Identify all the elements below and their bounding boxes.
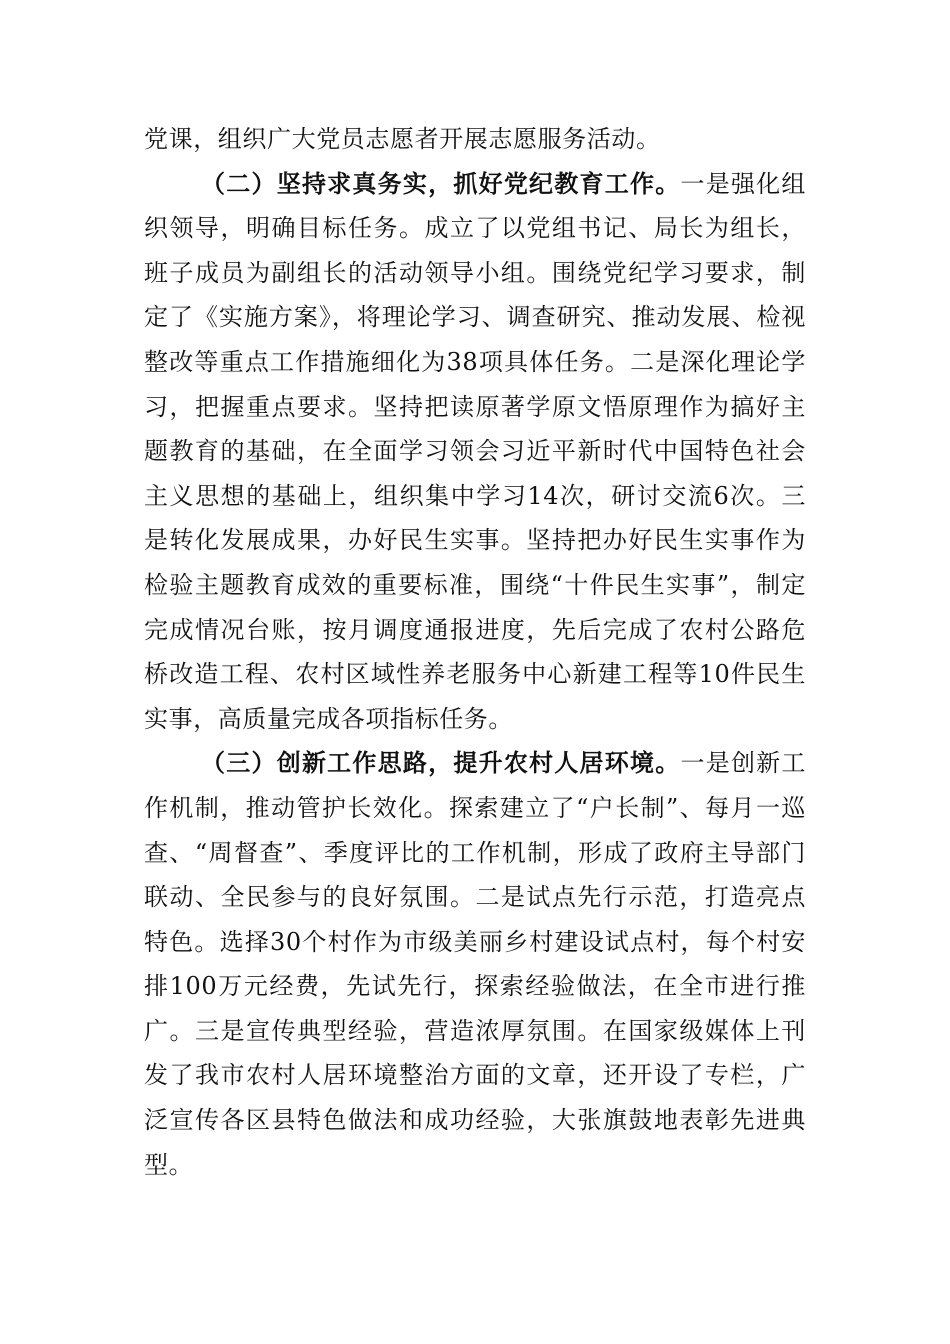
section-heading-2: （二）坚持求真务实，抓好党纪教育工作。: [201, 168, 681, 198]
paragraph-3: [144, 741, 806, 1187]
section-heading-3: （三）创新工作思路，提升农村人居环境。: [201, 748, 681, 778]
paragraph-1-text: 党课，组织广大党员志愿者开展志愿服务活动。: [144, 125, 661, 153]
paragraph-2-body: 一是强化组织领导，明确目标任务。成立了以党组书记、局长为组长，班子成员为副组长的活动领导小组。围绕党纪学习要求，制定了《实施方案》，将理论学习、调查研究、推动发展、检视整改等重点工作措施细化为38项具体任务。二是深化理论学习，把握重点要求。坚持把读原著学原文悟原理作为搞好主题教育的基础，在全面学习领会习近平新时代中国特色社会主义思想的基础上，组织集中学习14次，研讨交流6次。三是转化发展成果，办好民生实事。坚持把办好民生实事作为检验主题教育成效的重要标准，围绕“十件民生实事”，制定完成情况台账，按月调度通报进度，先后完成了农村公路危桥改造工程、农村区域性养老服务中心新建工程等10件民生实事，高质量完成各项指标任务。: [144, 169, 807, 733]
paragraph-3-body: 一是创新工作机制，推动管护长效化。探索建立了“户长制”、每月一巡查、“周督查”、季度评比的工作机制，形成了政府主导部门联动、全民参与的良好氛围。二是试点先行示范，打造亮点特色。选择30个村作为市级美丽乡村建设试点村，每个村安排100万元经费，先试先行，探索经验做法，在全市进行推广。三是宣传典型经验，营造浓厚氛围。在国家级媒体上刊发了我市农村人居环境整治方面的文章，还开设了专栏，广泛宣传各区县特色做法和成功经验，大张旗鼓地表彰先进典型。: [144, 749, 807, 1179]
paragraph-2: [144, 162, 806, 742]
document-body: [144, 117, 806, 1187]
paragraph-1: [144, 117, 806, 162]
